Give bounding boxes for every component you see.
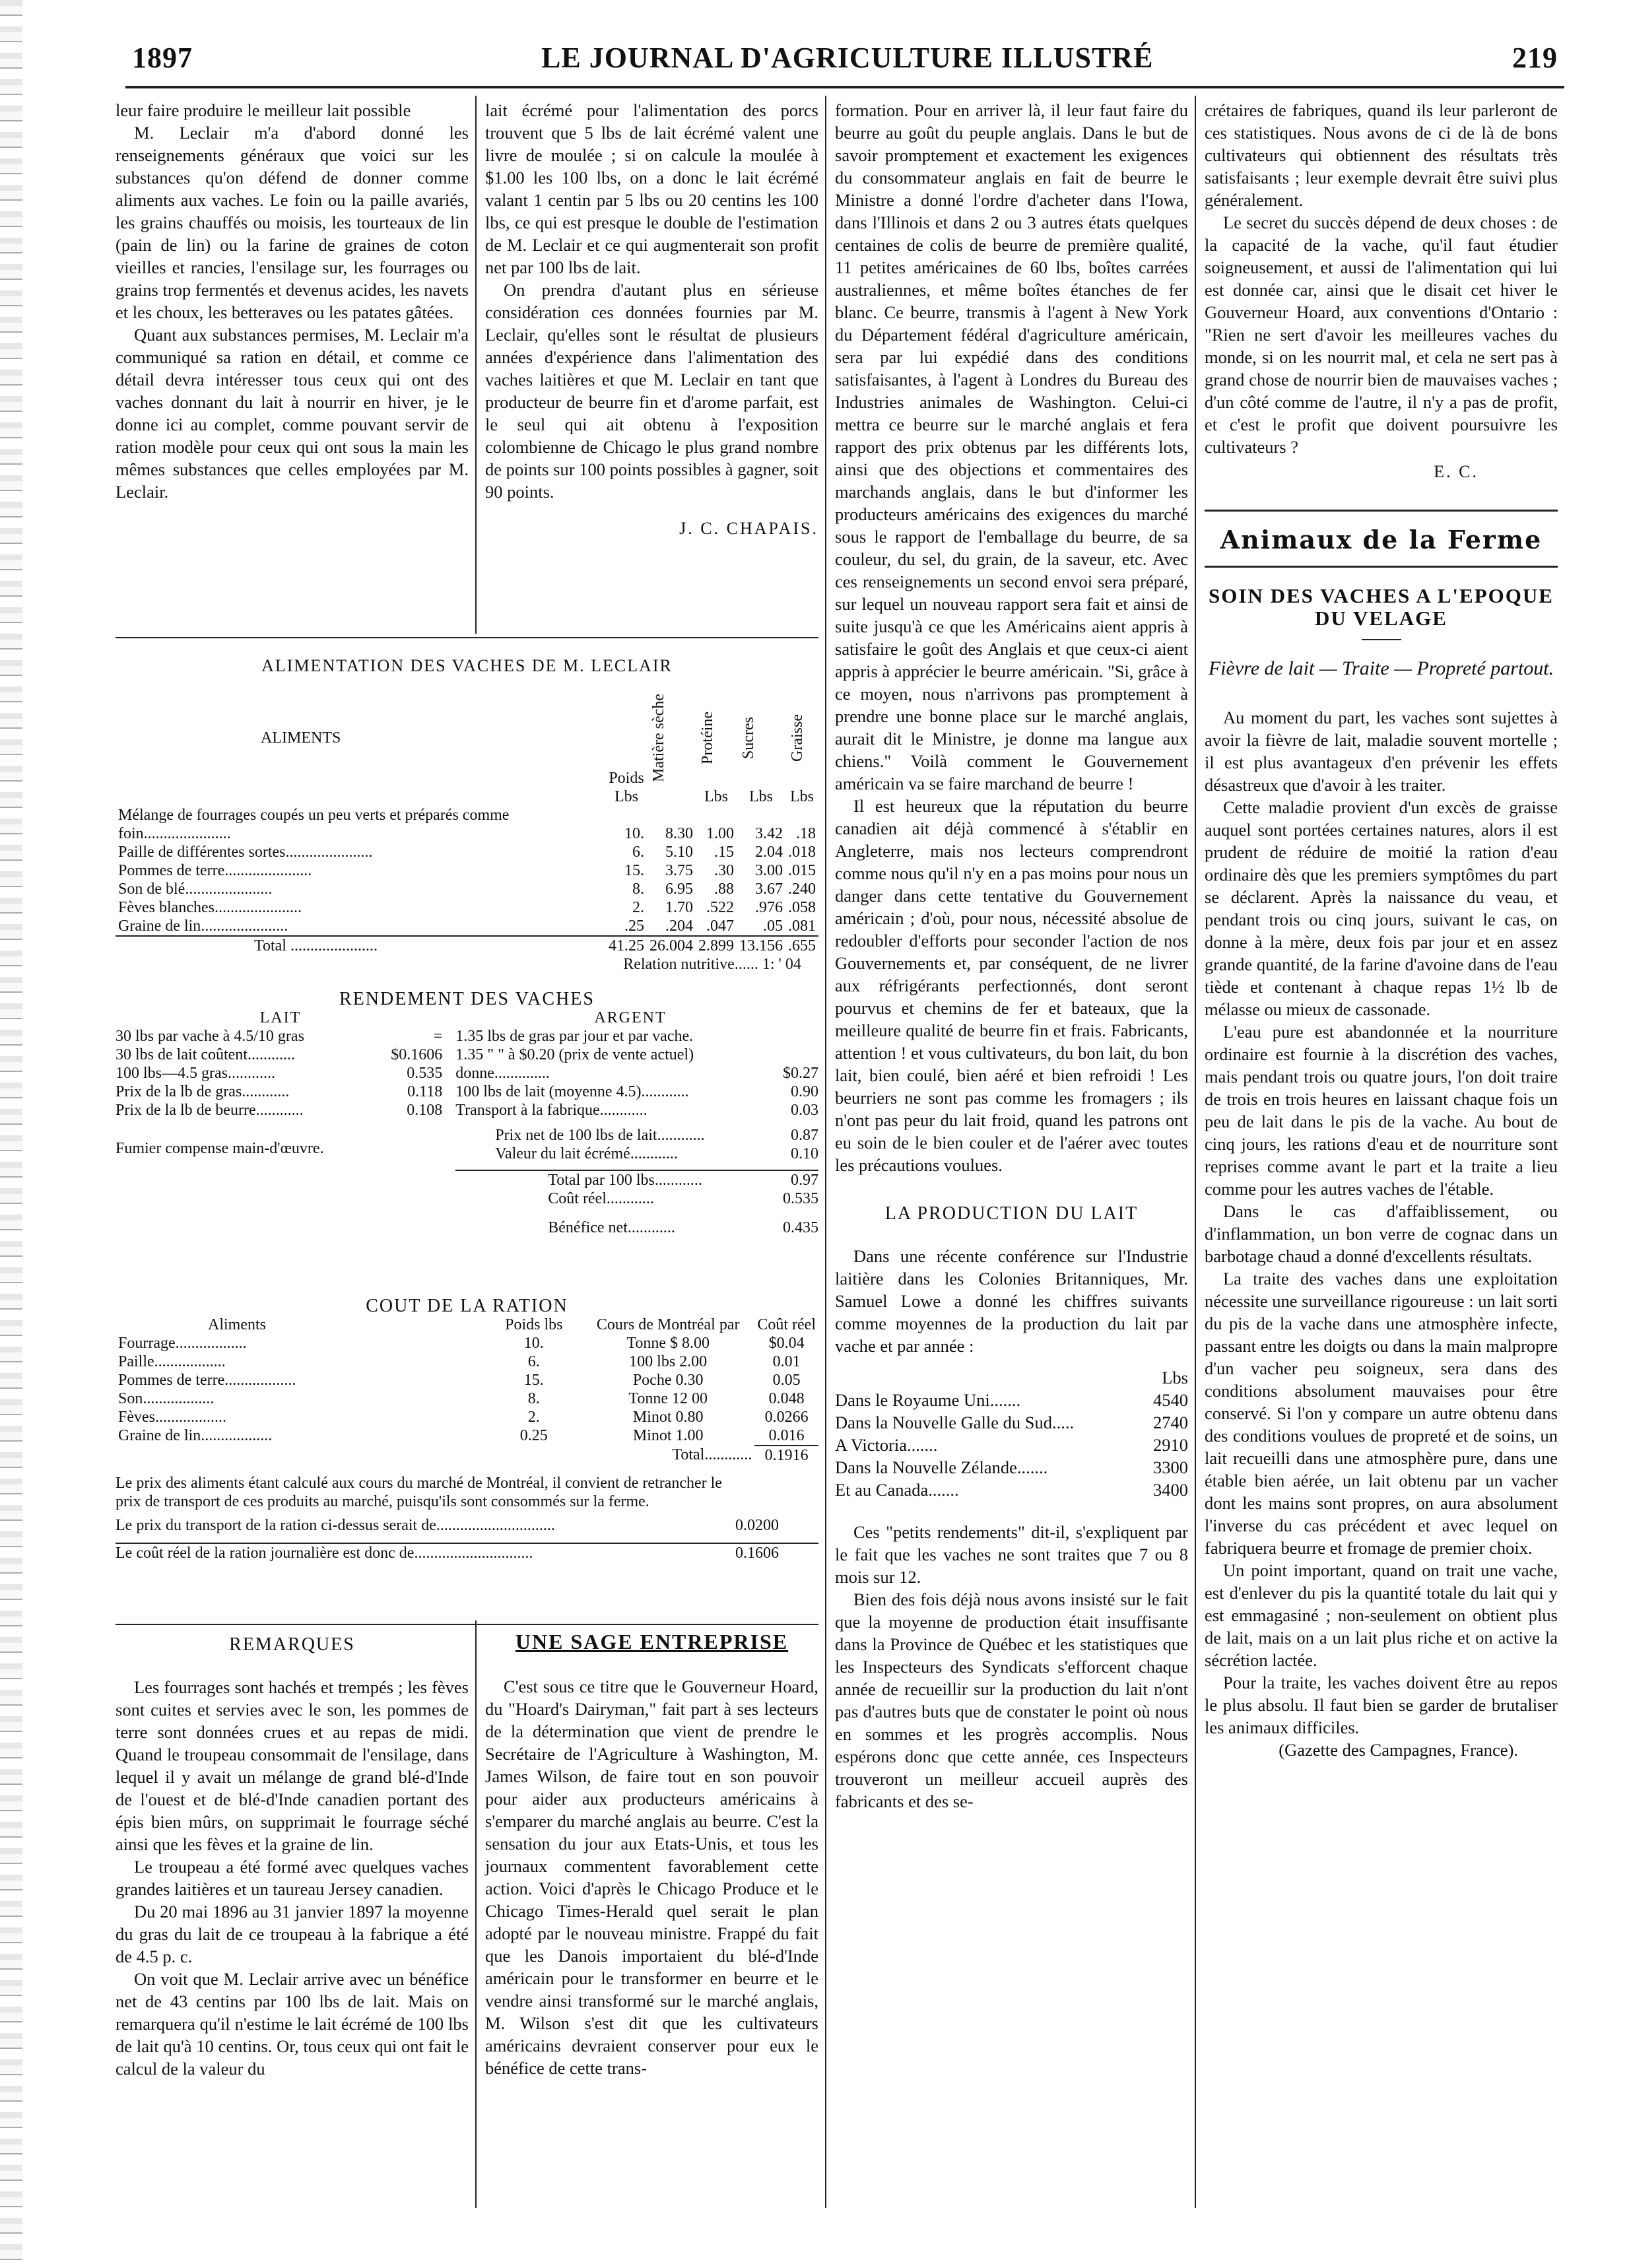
cout-title: COUT DE LA RATION <box>366 1296 568 1316</box>
cell: 100 lbs 2.00 <box>629 1353 708 1370</box>
cell: $0.04 <box>768 1335 805 1352</box>
header-rule <box>125 86 1564 88</box>
row-value: 0.118 <box>407 1083 443 1100</box>
row-label: Fèves blanches...................... <box>118 899 302 916</box>
cell: .058 <box>788 899 816 916</box>
table-row <box>116 1371 818 1389</box>
cout-header: Poids lbs <box>505 1316 563 1333</box>
cell: 15. <box>624 862 644 879</box>
header-matiere: Matière sèche <box>650 694 667 782</box>
column-3-text <box>835 99 1188 1813</box>
cell: Tonne $ 8.00 <box>626 1335 710 1352</box>
cell: .081 <box>788 917 816 935</box>
cell: 2. <box>632 899 644 916</box>
row-label: Prix de la lb de beurre............ <box>116 1102 304 1119</box>
cell: 0.016 <box>768 1427 805 1444</box>
unit: Lbs <box>790 788 814 805</box>
cell: 6. <box>632 844 644 861</box>
cell: 8. <box>527 1390 540 1407</box>
sage-section <box>485 1630 818 2079</box>
paragraph: Le troupeau a été formé avec quelques vaches grandes laitières et un taureau Jersey canadien. <box>116 1857 469 1899</box>
cell: .655 <box>788 937 816 954</box>
paragraph: Ces "petits rendements" dit-il, s'expliquent par le fait que les vaches ne sont traites que 7 ou 8 mois sur 12. <box>835 1522 1188 1587</box>
feed-table <box>116 657 818 974</box>
feed-table-title: ALIMENTATION DES VACHES DE M. LECLAIR <box>261 656 673 675</box>
row-value: = <box>433 1028 443 1045</box>
list-item <box>116 1543 818 1562</box>
cout-section <box>116 1297 818 1562</box>
cell: .018 <box>788 844 816 861</box>
signature: J. C. CHAPAIS. <box>679 519 818 538</box>
paragraph: C'est sous ce titre que le Gouverneur Hoard, du "Hoard's Dairyman," fait part à ses lecteurs de la détermination que vient de prendre le Secrétaire de l'Agriculture à Washington, M. James Wilson, de faire tout en son pouvoir pour aider aux producteurs américains à s'emparer du marché anglais au beurre. C'est la sensation du jour aux Etats-Unis, et tous les journaux commentent favorablement cette action. Voici d'après le Chicago Produce et le Chicago Times-Herald quel serait le plan adopté par le nouveau ministre. Frappé du fait que les Danois importaient du blé-d'Inde américain pour le transformer en beurre et le vendre ainsi transformé sur le marché anglais, M. Wilson s'est dit que les cultivateurs américains devraient conserver pour eux le bénéfice de cette trans- <box>485 1677 818 2078</box>
row-value: 0.87 <box>791 1127 818 1144</box>
page-header <box>132 41 1558 81</box>
cell: 0.01 <box>772 1353 801 1370</box>
paragraph: Au moment du part, les vaches sont sujettes à avoir la fièvre de lait, maladie souvent mortelle ; il est plus avantageux d'en prévenir les effets désastreux que d'avoir à les traiter. <box>1205 708 1558 795</box>
header-page-number: 219 <box>1512 42 1558 74</box>
row-label: Transport à la fabrique............ <box>455 1102 648 1119</box>
unit: Lbs <box>615 788 638 805</box>
row-label: 100 lbs—4.5 gras............ <box>116 1065 275 1082</box>
paragraph: formation. Pour en arriver là, il leur faut faire du beurre au goût du peuple anglais. Dans le but de savoir promptement et exactement les exigences du consommateur anglais en fait de beurre le Ministre a donné l'ordre d'acheter dans l'Iowa, dans l'Illinois et dans 2 ou 3 autres états quelques centaines de colis de beurre de première qualité, 11 petites américaines de 60 lbs, boîtes carrées australiennes, et même boîtes étanches de fer blanc. Ce beurre, transmis à l'agent à New York du Département fédéral d'agriculture américain, sera par lui expédié dans des conditions satisfaisantes, à l'agent à Londres du Bureau des Industries animales de Washington. Celui-ci mettra ce beurre sur le marché anglais et fera rapport des prix obtenus par les différents lots, ainsi que des objections et commentaires des marchands anglais, dans le but d'informer les producteurs américains des exigences du marché sous le rapport de l'emballage du beurre, de sa couleur, du sel, du grain, de la saveur, etc. Avec ces renseignements un second envoi sera préparé, sur lequel un nouveau rapport sera fait et ainsi de suite jusqu'à ce que les Américains aient appris à satisfaire le goût des Anglais et que ceux-ci aient appris à apprécier le beurre américain. "Si, grâce à ce moyen, nous n'arrivons pas promptement à prendre une bonne place sur le marché anglais, aurait dit le Ministre, je donne ma langue aux chiens." Voilà comment le Gouvernement américain va se faire marchand de beurre ! <box>835 100 1188 793</box>
row-label: Pommes de terre...................... <box>118 862 312 879</box>
row-value: 4540 <box>1153 1390 1188 1410</box>
cell: Fèves.................. <box>118 1409 226 1426</box>
remarques-title: REMARQUES <box>229 1634 355 1655</box>
list-item <box>455 1170 818 1189</box>
animaux-section-title: SOIN DES VACHES A L'EPOQUE DU VELAGE <box>1209 584 1554 630</box>
row-value: 0.435 <box>783 1219 818 1236</box>
cell: 5.10 <box>665 844 693 861</box>
cell: .240 <box>788 881 816 898</box>
table-row <box>116 898 818 917</box>
paragraph: Quant aux substances permises, M. Leclair m'a communiqué sa ration en détail, et comme ce détail devra intéresser tous ceux qui ont des vaches donnant du lait à nourrir en hiver, je le donne ici au complet, comme pouvant servir de ration modèle pour ceux qui ont sous la main les mêmes substances que celles employées par M. Leclair. <box>116 325 469 502</box>
row-value: 2910 <box>1153 1435 1188 1455</box>
table-row <box>116 1426 818 1446</box>
paragraph: On voit que M. Leclair arrive avec un bénéfice net de 43 centins par 100 lbs de lait. Mais on remarquera qu'il n'estime le lait écrémé de 100 lbs de lait qu'à 10 centins. Or, tous ceux qui ont fait le calcul de la valeur du <box>116 1969 469 2079</box>
list-item <box>835 1411 1188 1434</box>
row-value: 2740 <box>1153 1413 1188 1432</box>
paragraph: Cette maladie provient d'un excès de graisse auquel sont portées certaines natures, alors il est prudent de réduire de moitié la ration d'eau ordinaire dès que les premiers symptômes du part se déclarent. Après la naissance du veau, et pendant trois ou cinq jours, suivant le cas, on donne à la mère, deux fois par jour et en assez grande quantité, de la farine d'avoine dans de l'eau tiède et contenant à chaque repas 1½ lb de mélasse ou mieux de cassonade. <box>1205 797 1558 1019</box>
cout-header: Aliments <box>208 1316 266 1333</box>
cell: 2.04 <box>755 844 783 861</box>
list-item <box>116 1064 442 1083</box>
paragraph: Bien des fois déjà nous avons insisté sur le fait que la moyenne de production était insuffisante dans la Province de Québec et les statistiques que les Inspecteurs des Syndicats s'efforcent chaque année de recueillir sur la production du lait n'ont pas d'autres buts que de constater le point où nous en sommes et les progrès accomplis. Nous espérons donc que cette année, ces Inspecteurs trouveront un meilleur accueil auprès des fabricants et des se- <box>835 1589 1188 1811</box>
fumier-note: Fumier compense main-d'œuvre. <box>116 1140 324 1157</box>
table-row <box>116 1352 818 1371</box>
paragraph: leur faire produire le meilleur lait possible <box>116 100 411 120</box>
list-item <box>835 1434 1188 1456</box>
row-value: 0.535 <box>407 1065 443 1082</box>
cell: Minot 0.80 <box>632 1409 704 1426</box>
row-value: 0.90 <box>791 1083 818 1100</box>
row-label: Total par 100 lbs............ <box>548 1172 702 1189</box>
header-aliments: ALIMENTS <box>261 729 341 747</box>
column-rule <box>1195 96 1196 2208</box>
cell: 3.75 <box>665 862 693 879</box>
cell: .15 <box>714 844 734 861</box>
cout-header: Cours de Montréal par <box>596 1316 740 1333</box>
row-label: 30 lbs de lait coûtent............ <box>116 1046 295 1063</box>
animaux-source: (Gazette des Campagnes, France). <box>1279 1740 1518 1760</box>
cell: .88 <box>714 881 734 898</box>
row-label: Le prix du transport de la ration ci-dessus serait de.............................. <box>116 1517 555 1534</box>
cell: 1.00 <box>706 825 734 842</box>
paragraph: Les fourrages sont hachés et trempés ; les fèves sont cuites et servies avec le son, les pommes de terre sont données crues et au repas de midi. Quand le troupeau consommait de l'ensilage, dans lequel il y avait un mélange de grand blé-d'Inde de l'ouest et de blé-d'Inde canadien portant des épis bien mûrs, on supprimait le fourrage séché ainsi que les fèves et la graine de lin. <box>116 1677 469 1854</box>
paragraph: Un point important, quand on trait une vache, est d'enlever du pis la quantité totale du lait qui y est emmagasiné ; non-seulement on obtient plus de lait, mais on a un lait plus riche et on active la sécrétion lactée. <box>1205 1560 1558 1670</box>
row-value: 0.03 <box>791 1102 818 1119</box>
total-label: Total ...................... <box>254 937 378 954</box>
cell: .522 <box>706 899 734 916</box>
row-value: 0.0200 <box>735 1517 779 1534</box>
row-value: 0.10 <box>791 1145 818 1162</box>
cell: Son.................. <box>118 1390 215 1407</box>
production-title: LA PRODUCTION DU LAIT <box>884 1203 1139 1224</box>
list-item <box>455 1145 818 1163</box>
row-label: Coût réel............ <box>548 1190 654 1207</box>
paragraph: Dans une récente conférence sur l'Industrie laitière dans les Colonies Britanniques, Mr. Samuel Lowe a donné les chiffres suivants comme moyennes de la production du lait par vache et par année : <box>835 1246 1188 1356</box>
header-year: 1897 <box>132 42 193 74</box>
cell: 0.0266 <box>764 1409 809 1426</box>
unit <box>647 787 696 806</box>
animaux-title: Animaux de la Ferme <box>1220 525 1543 554</box>
paragraph: Dans le cas d'affaiblissement, ou d'inflammation, un bon verre de cognac dans un barbotage chaud a donné d'excellents résultats. <box>1205 1201 1558 1266</box>
cell: .047 <box>706 917 734 935</box>
row-label: A Victoria....... <box>835 1435 938 1455</box>
row-value: 0.97 <box>791 1172 818 1189</box>
cell: 0.05 <box>772 1372 801 1389</box>
cell: 0.048 <box>768 1390 805 1407</box>
header-poids: Poids <box>609 770 644 787</box>
row-value: 0.108 <box>407 1102 443 1119</box>
rendement-left <box>116 1027 449 1237</box>
row-label: Dans la Nouvelle Galle du Sud..... <box>835 1413 1075 1432</box>
cell: 1.70 <box>665 899 693 916</box>
row-value: 0.535 <box>783 1190 818 1207</box>
sage-title: UNE SAGE ENTREPRISE <box>515 1630 789 1653</box>
paragraph: M. Leclair m'a d'abord donné les renseignements généraux que voici sur les substances qu'on défend de donner comme aliments aux vaches. Le foin ou la paille avariés, les grains chauffés ou moisis, les tourteaux de lin (pain de lin) ou la farine de graines de coton vieilles et rancies, l'ensilage sur, les fourrages ou grains trop fermentés et devenus acides, les navets et les choux, les betteraves ou les patates gâtées. <box>116 123 469 322</box>
row-label: Bénéfice net............ <box>548 1219 675 1236</box>
cell: .05 <box>763 917 783 935</box>
table-total-row <box>116 1446 818 1465</box>
row-label: Prix de la lb de gras............ <box>116 1083 290 1100</box>
table-row <box>116 1334 818 1352</box>
row-label: 1.35 " " à $0.20 (prix de vente actuel) donne.............. <box>455 1046 694 1082</box>
row-label: Et au Canada....... <box>835 1480 959 1500</box>
column-rule <box>475 96 477 634</box>
total-label: Total............ <box>672 1446 752 1463</box>
header-sucres: Sucres <box>740 717 757 759</box>
table-total-row <box>116 936 818 955</box>
cell: 13.156 <box>739 937 783 954</box>
column-1-text <box>116 99 469 503</box>
row-label: Paille de différentes sortes...................... <box>118 844 373 861</box>
list-item <box>116 1046 442 1064</box>
total-value: 0.1916 <box>754 1446 818 1465</box>
paragraph: Du 20 mai 1896 au 31 janvier 1897 la moyenne du gras du lait de ce troupeau à la fabrique a été de 4.5 p. c. <box>116 1902 469 1966</box>
paragraph: Pour la traite, les vaches doivent être au repos le plus absolu. Il faut bien se garder de brutaliser les animaux difficiles. <box>1205 1673 1558 1737</box>
cell: Graine de lin.................. <box>118 1427 273 1444</box>
table-row <box>116 1408 818 1426</box>
header-graisse: Graisse <box>789 714 806 762</box>
column-rule <box>475 1620 477 2208</box>
cell: Pommes de terre.................. <box>118 1372 296 1389</box>
cell: Minot 1.00 <box>632 1427 704 1444</box>
unit: Lbs <box>749 788 773 805</box>
cell: .18 <box>796 825 816 842</box>
row-label: 1.35 lbs de gras par jour et par vache. <box>455 1028 694 1045</box>
list-item <box>455 1101 818 1119</box>
header-title: LE JOURNAL D'AGRICULTURE ILLUSTRÉ <box>541 42 1154 74</box>
list-item <box>455 1046 818 1083</box>
row-label: Dans la Nouvelle Zélande....... <box>835 1457 1048 1477</box>
list-item <box>116 1516 818 1535</box>
cell: 2. <box>527 1409 540 1426</box>
column-2-text <box>485 99 818 540</box>
cell: 3.00 <box>755 862 783 879</box>
rendement-title: RENDEMENT DES VACHES <box>339 989 595 1009</box>
cell: 6.95 <box>665 881 693 898</box>
list-item <box>455 1027 818 1046</box>
paragraph: lait écrémé pour l'alimentation des porcs trouvent que 5 lbs de lait écrémé valent une livre de moulée ; si on calcule la moulée à $1.00 les 100 lbs, on a donc le lait écrémé valant 1 centin par 5 lbs ou 20 centins les 100 lbs, ce qui est presque le double de l'estimation de M. Leclair et ce qui augmenterait son profit net par 100 lbs de lait. <box>485 100 818 277</box>
cell: .30 <box>714 862 734 879</box>
row-value: $0.1606 <box>391 1046 443 1063</box>
cell: 2.899 <box>698 937 734 954</box>
cout-header: Coût réel <box>757 1316 816 1333</box>
row-label: Dans le Royaume Uni....... <box>835 1390 1021 1410</box>
cell: .976 <box>755 899 783 916</box>
paragraph: Le secret du succès dépend de deux choses : de la capacité de la vache, qu'il faut étudier soigneusement, et aussi de l'alimentation qui lui est donnée car, ainsi que le disait cet hiver le Gouverneur Hoard, aux conventions d'Ontario : "Rien ne sert d'avoir les meilleures vaches du monde, si on les nourrit mal, et cela ne sert pas à grand chose de nourrir bien de mauvaises vaches ; d'un côté comme de l'autre, il n'y a pas de profit, et c'est le profit que doivent poursuivre les cultivateurs ? <box>1205 213 1558 457</box>
row-value: 3400 <box>1153 1480 1188 1500</box>
paragraph: crétaires de fabriques, quand ils leur parleront de ces statistiques. Nous avons de ci de là de bons cultivateurs qui obtiennent des résultats très satisfaisants ; leur exemple devrait être suivi plus généralement. <box>1205 100 1558 210</box>
list-item <box>455 1083 818 1101</box>
cell: .25 <box>624 917 644 935</box>
list-item <box>835 1389 1188 1411</box>
table-row <box>116 806 818 843</box>
remarques-section <box>116 1634 469 2080</box>
row-label: Mélange de fourrages coupés un peu verts et préparés comme foin...................... <box>118 807 510 842</box>
table-row <box>116 880 818 898</box>
cell: 3.67 <box>755 881 783 898</box>
column-rule <box>825 96 826 2208</box>
cell: 10. <box>624 825 644 842</box>
paragraph: La traite des vaches dans une exploitation nécessite une surveillance rigoureuse : un lait sorti du pis de la vache dans une atmosphère infecte, passant entre les doigts ou dans la main malpropre d'un vacher peu soigneux, sera dans des conditions absolument mauvaises pour être conservé. Si l'on y compare un autre obtenu dans des conditions voulues de propreté et de soins, un lait recueilli dans une atmosphère pure, dans une étable bien aérée, un lait obtenu par un vacher dont les mains sont propres, on aura absolument l'inverse du cas précédent et avec lequel on fabriquera beurre et fromage de premier choix. <box>1205 1269 1558 1558</box>
cell: 8. <box>632 881 644 898</box>
list-item <box>835 1456 1188 1479</box>
cell: Paille.................. <box>118 1353 226 1370</box>
cell: Fourrage.................. <box>118 1335 247 1352</box>
nutritive-relation: Relation nutritive...... 1: ' 04 <box>623 956 801 973</box>
rendement-right-head: ARGENT <box>594 1009 667 1026</box>
row-label: 100 lbs de lait (moyenne 4.5)............ <box>455 1083 689 1100</box>
section-rule <box>116 1624 818 1625</box>
cell: .015 <box>788 862 816 879</box>
paragraph: On prendra d'autant plus en sérieuse considération ces données fournies par M. Leclair, qu'elles sont le résultat de plusieurs années d'expérience dans l'alimentation des vaches laitières et que M. Leclair en tant que producteur de beurre fin et d'arome parfait, est le seul qui ait obtenu à l'exposition colombienne de Chicago le plus grand nombre de points sur 100 points possibles à gagner, soit 90 points. <box>485 280 818 502</box>
list-item <box>835 1479 1188 1501</box>
row-label: 30 lbs par vache à 4.5/10 gras <box>116 1028 304 1045</box>
row-label: Valeur du lait écrémé............ <box>495 1145 678 1162</box>
animaux-subtitle: Fièvre de lait — Traite — Propreté partout. <box>1208 657 1554 679</box>
cout-note: Le prix des aliments étant calculé aux cours du marché de Montréal, il convient de retrancher le prix de transport de ces produits au marché, puisqu'ils sont consommés sur la ferme. <box>116 1475 722 1510</box>
row-value: 0.1606 <box>735 1545 779 1562</box>
cell: 15. <box>523 1372 544 1389</box>
list-item <box>116 1101 442 1119</box>
production-unit: Lbs <box>1162 1368 1188 1387</box>
rendement-left-head: LAIT <box>259 1009 302 1026</box>
cell: 41.25 <box>609 937 644 954</box>
cell: Poche 0.30 <box>632 1372 704 1389</box>
row-label: Graine de lin...................... <box>118 917 288 935</box>
column-4-text <box>1205 99 1558 1761</box>
table-row <box>116 917 818 936</box>
list-item <box>455 1218 818 1237</box>
row-label: Prix net de 100 lbs de lait............ <box>495 1127 705 1144</box>
scan-edge-decoration <box>0 0 22 2268</box>
cell: 3.42 <box>755 825 783 842</box>
table-row <box>116 1389 818 1408</box>
cell: 26.004 <box>649 937 693 954</box>
cell: .204 <box>665 917 693 935</box>
row-label: Son de blé...................... <box>118 881 273 898</box>
cell: 10. <box>523 1335 544 1352</box>
cell: 6. <box>527 1353 540 1370</box>
row-value: 3300 <box>1153 1457 1188 1477</box>
unit: Lbs <box>704 788 728 805</box>
rendement-right <box>449 1027 818 1237</box>
cell: 8.30 <box>665 825 693 842</box>
paragraph: L'eau pure est abandonnée et la nourriture ordinaire est fournie à la discrétion des vaches, mais pendant trois ou quatre jours, l'on doit traire de trois en trois heures en laissant chaque fois un peu de lait dans le pis de la vache. Au bout de cinq jours, les rations d'eau et de nourriture sont reprises comme avant le part et la traite a lieu comme pour les autres vaches de l'étable. <box>1205 1022 1558 1199</box>
signature: E. C. <box>1434 462 1479 481</box>
list-item <box>455 1189 818 1208</box>
cell: 0.25 <box>519 1427 548 1444</box>
table-row <box>116 843 818 861</box>
rendement-section <box>116 990 818 1237</box>
list-item <box>455 1126 818 1145</box>
paragraph: Il est heureux que la réputation du beurre canadien ait déjà commencé à s'établir en Angleterre, mais nos lecteurs comprendront comme nous qu'il n'y en a pas moins pour nous un danger dans cette tentative du Gouvernement américain ; d'où, pour nous, nécessité absolue de redoubler d'efforts pour seconder l'action de nos Gouvernements et, par conséquent, de ne livrer aux réfrigérants perfectionnés, dont seront pourvus et chemins de fer et bateaux, que la meilleure qualité de beurre fin et frais. Fabricants, attention ! et vous cultivateurs, du bon lait, du bon lait, bien coulé, bien aéré et bien refroidi ! Les beurriers ne sont pas comme les fromagers ; ils n'ont pas peur du lait froid, quand les patrons ont eu soin de le bien couler et de l'aérer avec toutes les précautions voulues. <box>835 796 1188 1175</box>
section-rule <box>116 637 818 638</box>
header-proteine: Protéine <box>699 712 716 764</box>
table-row <box>116 861 818 880</box>
list-item <box>116 1027 442 1046</box>
cell: Tonne 12 00 <box>628 1390 708 1407</box>
row-label: Le coût réel de la ration journalière est donc de.............................. <box>116 1545 533 1562</box>
row-value: $0.27 <box>783 1065 818 1082</box>
list-item <box>116 1083 442 1101</box>
